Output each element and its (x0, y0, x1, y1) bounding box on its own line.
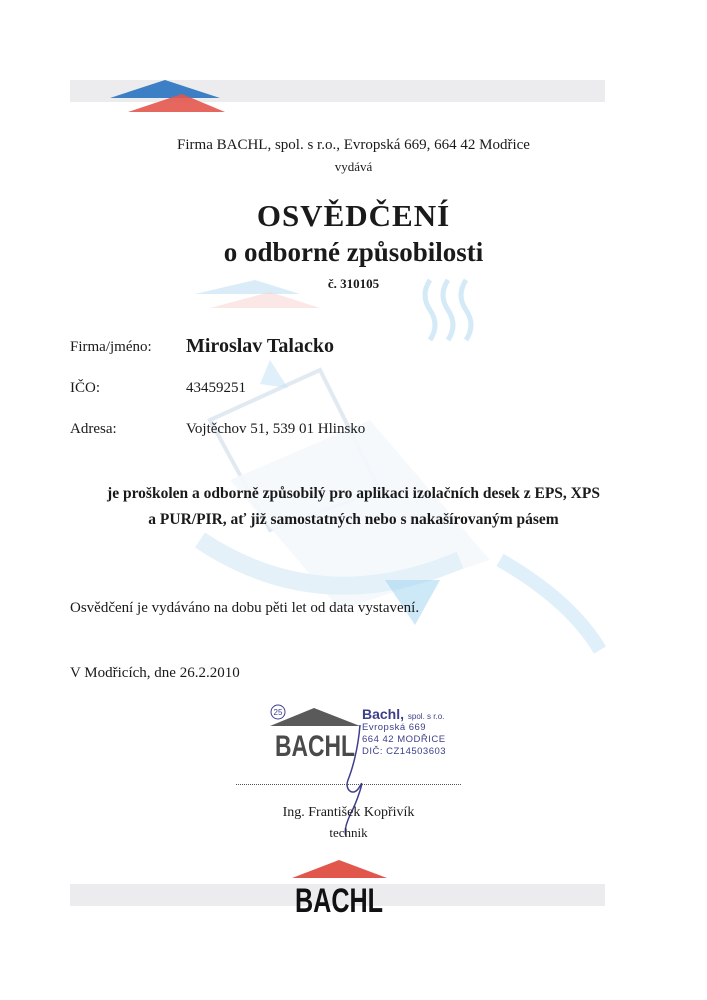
signature-line (236, 784, 461, 785)
place-and-date: V Modřicích, dne 26.2.2010 (70, 665, 240, 681)
statement-line: a PUR/PIR, ať již samostatných nebo s nakašírovaným pásem (148, 511, 559, 528)
stamp-company: Bachl, (362, 706, 405, 722)
field-value-ico: 43459251 (186, 380, 246, 396)
bachl-footer-logo (292, 860, 387, 920)
stamp-anniversary: 25 (273, 708, 283, 717)
field-label: Firma/jméno: (70, 339, 152, 355)
roof-logo-icon (110, 78, 225, 114)
statement-line: je proškolen a odborně způsobilý pro aplikaci izolačních desek z EPS, XPS (107, 485, 600, 502)
field-value-name: Miroslav Talacko (186, 335, 334, 357)
qualification-statement (40, 481, 667, 533)
certificate-subtitle: o odborné způsobilosti (223, 237, 484, 267)
signatory-role: technik (329, 825, 368, 840)
handwritten-signature (330, 720, 390, 840)
stamp-logo-text: BACHL (275, 730, 355, 763)
issues-word: vydává (334, 159, 373, 174)
stamp-company-suffix: spol. s r.o. (407, 712, 445, 721)
signatory-name: Ing. František Kopřivík (282, 805, 415, 820)
certificate-number: č. 310105 (327, 276, 380, 291)
validity-note: Osvědčení je vydáváno na dobu pěti let od data vystavení. (70, 600, 420, 616)
stamp-city: 664 42 MODŘICE (362, 734, 446, 745)
issuer-line: Firma BACHL, spol. s r.o., Evropská 669, 664 42 Modřice (177, 137, 530, 153)
footer-logo-text: BACHL (295, 882, 383, 920)
stamp-street: Evropská 669 (362, 722, 427, 733)
certificate-title: OSVĚDČENÍ (256, 198, 451, 233)
field-label: Adresa: (70, 421, 117, 437)
stamp-vat: DIČ: CZ14503603 (362, 746, 447, 757)
field-label: IČO: (70, 380, 100, 396)
field-value-address: Vojtěchov 51, 539 01 Hlinsko (186, 421, 366, 437)
